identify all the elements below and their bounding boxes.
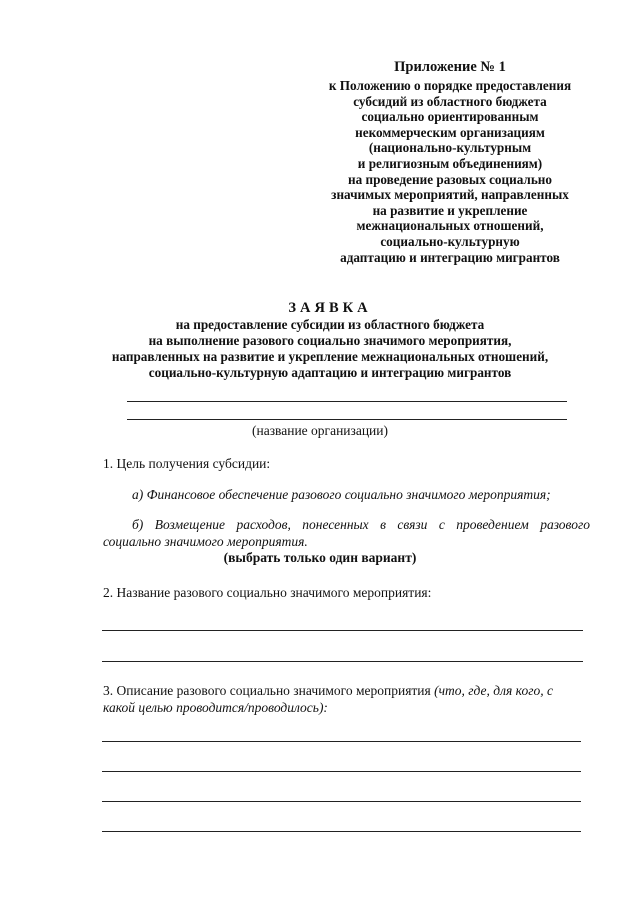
appendix-line: к Положению о порядке предоставления	[328, 78, 572, 93]
option-b-line: социально значимого мероприятия.	[103, 534, 308, 549]
description-field-line[interactable]	[102, 801, 581, 802]
section3-label-text: 3. Описание разового социально значимого мероприятия	[103, 683, 431, 698]
org-name-field-line[interactable]	[127, 419, 567, 420]
appendix-line: адаптацию и интеграцию мигрантов	[340, 249, 560, 265]
appendix-line: и религиозным объединениям)	[357, 155, 543, 171]
appendix-line: (национально-культурным	[368, 140, 532, 156]
section3-hint: какой целью проводится/проводилось):	[103, 700, 328, 715]
org-name-caption: (название организации)	[251, 423, 389, 438]
appendix-header	[300, 58, 600, 265]
org-name-field-line[interactable]	[127, 401, 567, 402]
description-field-line[interactable]	[102, 741, 581, 742]
appendix-line: социально-культурную	[380, 233, 520, 249]
appendix-title: Приложение № 1	[394, 59, 506, 75]
appendix-line: межнациональных отношений,	[356, 218, 544, 234]
option-a-text: а) Финансовое обеспечение разового социально значимого мероприятия;	[132, 487, 551, 502]
request-subtitle-line: направленных на развитие и укрепление межнациональных отношений,	[111, 349, 549, 364]
section3-hint: (что, где, для кого, с	[434, 683, 553, 698]
appendix-line: на проведение разовых социально	[348, 171, 552, 187]
section2-label: 2. Название разового социально значимого мероприятия:	[103, 585, 432, 600]
appendix-line: некоммерческим организациям	[355, 124, 545, 140]
appendix-line: на развитие и укрепление	[372, 202, 528, 218]
description-field-line[interactable]	[102, 771, 581, 772]
choose-one-note: (выбрать только один вариант)	[223, 550, 417, 565]
description-field-line[interactable]	[102, 831, 581, 832]
section1-label: 1. Цель получения субсидии:	[103, 456, 271, 471]
request-subtitle-line: на предоставление субсидии из областного бюджета	[175, 317, 485, 332]
option-b-text	[103, 516, 590, 550]
event-name-field-line[interactable]	[102, 661, 583, 662]
request-heading: ЗАЯВКА	[288, 300, 372, 316]
request-subtitle-line: социально-культурную адаптацию и интеграцию мигрантов	[148, 365, 512, 380]
appendix-line: субсидий из областного бюджета	[353, 93, 547, 109]
appendix-line: социально ориентированным	[361, 109, 539, 125]
request-title-block	[40, 299, 620, 381]
option-b-line: б) Возмещение расходов, понесенных в связи с проведением разового	[132, 517, 590, 532]
event-name-field-line[interactable]	[102, 630, 583, 631]
appendix-line: значимых мероприятий, направленных	[331, 187, 569, 203]
section3-label	[103, 683, 553, 699]
request-subtitle-line: на выполнение разового социально значимого мероприятия,	[148, 333, 512, 348]
